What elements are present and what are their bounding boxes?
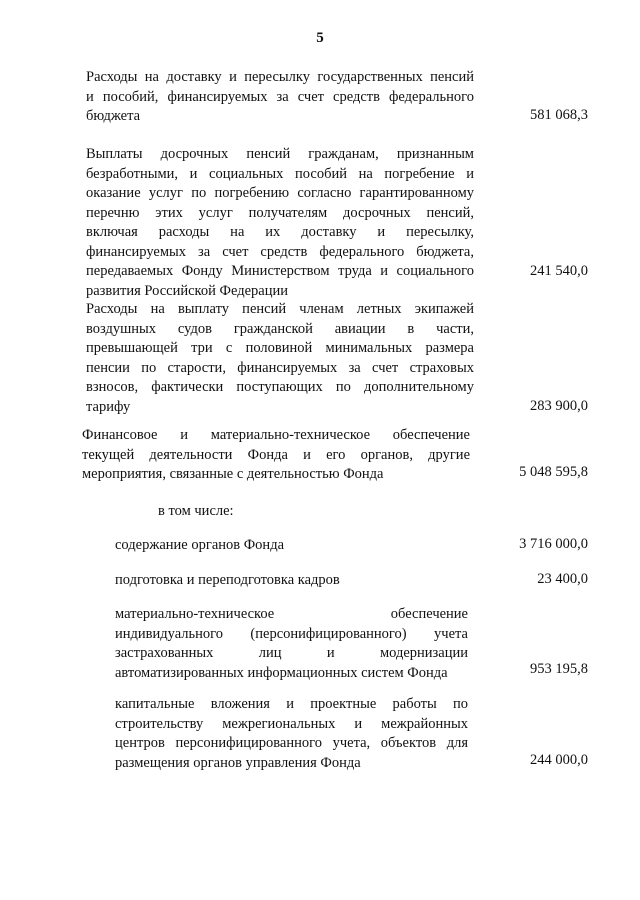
entry-amount: 244 000,0 [530, 752, 588, 768]
entry-description [115, 605, 468, 683]
entry-line: пенсии по старости, финансируемых за счет страховых [86, 359, 474, 376]
entry-line: превышающей три с половиной минимальных размера [86, 340, 474, 356]
entry-line: содержание органов Фонда [115, 537, 285, 553]
sub-entry-it-systems [115, 605, 468, 683]
entry-line: Финансовое и материально-техническое обеспечение [82, 427, 470, 443]
entry-line: и пособий, финансируемых за счет средств федерального [86, 88, 474, 105]
entry-line: Расходы на выплату пенсий членам летных экипажей [86, 301, 474, 317]
entry-line: воздушных судов гражданской авиации в части, [86, 320, 474, 337]
budget-entry-flight-crew-pensions [86, 300, 474, 417]
entry-amount: 283 900,0 [530, 398, 588, 414]
budget-entry-fund-operations [82, 426, 470, 485]
entry-line: подготовка и переподготовка кадров [115, 572, 340, 588]
entry-line: Расходы на доставку и пересылку государственных пенсий [86, 69, 474, 85]
entry-line: центров персонифицированного учета, объектов для [115, 735, 468, 751]
page-number: 5 [316, 30, 324, 46]
entry-line: мероприятия, связанные с деятельностью Фонда [82, 466, 384, 482]
entry-line: строительству межрегиональных и межрайонных [115, 715, 468, 732]
entry-amount: 23 400,0 [537, 571, 588, 587]
budget-entry-delivery-pensions [86, 68, 474, 127]
entry-line: материально-техническое обеспечение [115, 606, 468, 622]
entry-line: взносов, фактически поступающих по дополнительному [86, 379, 474, 395]
entry-amount: 5 048 595,8 [519, 464, 588, 480]
entry-line: развития Российской Федерации [86, 282, 288, 299]
entry-line: застрахованных лиц и модернизации [115, 645, 468, 661]
entry-line: размещения органов управления Фонда [115, 754, 361, 771]
entry-line: бюджета [86, 108, 141, 124]
entry-line: финансируемых за счет средств федерального бюджета, [86, 243, 474, 260]
entry-line: включая расходы на их доставку и пересылку, [86, 224, 474, 240]
sub-entry-staff-training [115, 571, 475, 591]
entry-line: тарифу [86, 398, 131, 415]
entry-line: перечню этих услуг получателям досрочных пенсий, [86, 204, 474, 221]
entry-line: Выплаты досрочных пенсий гражданам, признанным [86, 146, 474, 162]
entry-line: оказание услуг по погребению согласно гарантированному [86, 185, 474, 201]
entry-description [115, 571, 475, 591]
entry-amount: 3 716 000,0 [519, 536, 588, 552]
entry-line: текущей деятельности Фонда и его органов, другие [82, 446, 470, 463]
entry-amount: 241 540,0 [530, 263, 588, 279]
entry-amount: 953 195,8 [530, 661, 588, 677]
entry-amount: 581 068,3 [530, 107, 588, 123]
entry-description [82, 426, 470, 485]
entry-description [86, 68, 474, 127]
entry-line: автоматизированных информационных систем Фонда [115, 664, 448, 681]
entry-description [86, 145, 474, 301]
entry-line: передаваемых Фонду Министерством труда и социального [86, 263, 474, 279]
entry-description [115, 695, 468, 773]
entry-line: капитальные вложения и проектные работы по [115, 696, 468, 712]
sub-entry-capital-investments [115, 695, 468, 773]
entry-line: безработными, и социальных пособий на погребение и [86, 165, 474, 182]
entry-description [115, 536, 475, 556]
entry-line: индивидуального (персонифицированного) учета [115, 625, 468, 642]
budget-entry-early-pensions [86, 145, 474, 301]
sub-entry-fund-bodies [115, 536, 475, 556]
including-subheading: в том числе: [158, 503, 234, 519]
entry-description [86, 300, 474, 417]
